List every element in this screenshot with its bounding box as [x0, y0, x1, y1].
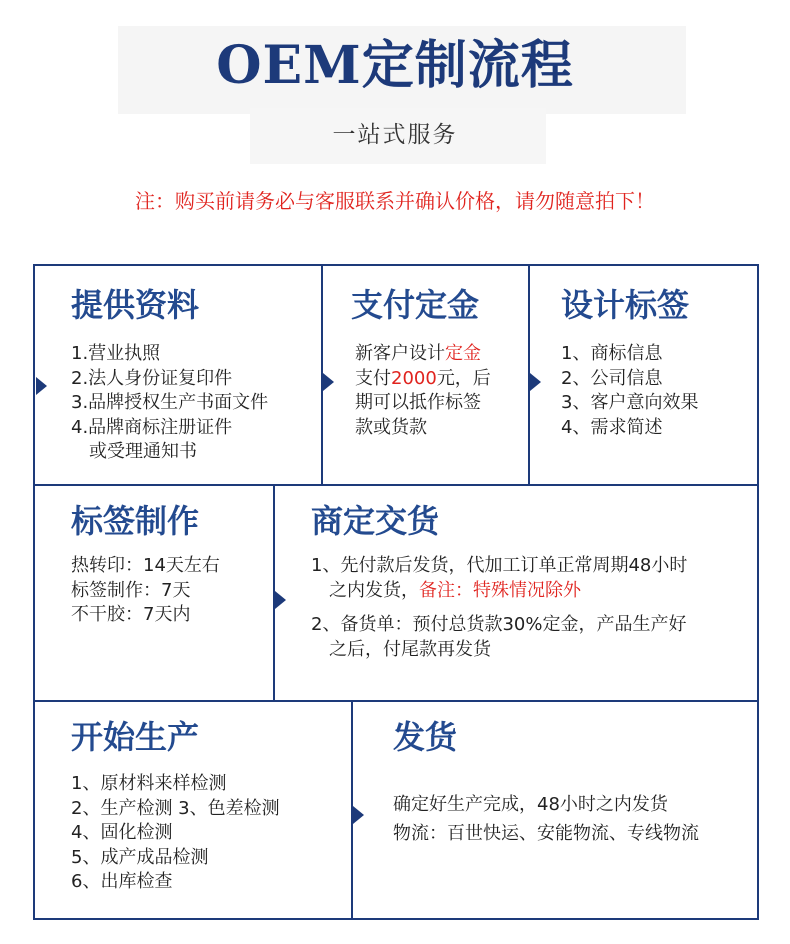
page-subtitle: 一站式服务	[332, 122, 458, 148]
text-line: 支付2000元，后	[355, 367, 491, 389]
list-item-continuation: 之后，付尾款再发货	[329, 638, 491, 660]
page-title: OEM定制流程	[216, 35, 574, 96]
step-label-making	[71, 500, 220, 628]
deposit-amount: 2000	[391, 367, 437, 389]
text-line: 新客户设计定金	[355, 343, 481, 364]
step-provide-materials	[71, 284, 268, 465]
list-item: 热转印：14天左右	[71, 555, 220, 576]
step-title: 标签制作	[71, 502, 200, 540]
list-item: 3.品牌授权生产书面文件	[71, 392, 269, 413]
list-item: 2、生产检测 3、色差检测	[71, 797, 280, 819]
step-pay-deposit	[351, 284, 491, 440]
text-line: 物流：百世快运、安能物流、专线物流	[393, 823, 699, 844]
list-item: 2、备货单：预付总货款30%定金，产品生产好	[311, 614, 687, 635]
arrow-right-icon	[323, 373, 334, 391]
text-line: 款或货款	[355, 416, 427, 438]
step-design-label	[561, 284, 698, 440]
list-item: 4、需求简述	[561, 416, 663, 438]
step-shipping	[393, 716, 699, 848]
list-item: 1、商标信息	[561, 343, 663, 364]
price-notice: 注：购买前请务必与客服联系并确认价格，请勿随意拍下！	[135, 189, 655, 213]
step-agree-delivery	[311, 500, 687, 662]
list-item: 4.品牌商标注册证件	[71, 416, 233, 438]
step-title: 设计标签	[561, 286, 690, 324]
list-item: 4、固化检测	[71, 822, 173, 843]
step-title: 商定交货	[311, 502, 440, 540]
list-item: 2.法人身份证复印件	[71, 367, 233, 389]
list-item: 标签制作：7天	[71, 579, 191, 601]
list-item-continuation: 之内发货，备注：特殊情况除外	[329, 579, 581, 601]
list-item: 1.营业执照	[71, 343, 161, 364]
arrow-right-icon	[353, 806, 364, 824]
list-item: 1、先付款后发货，代加工订单正常周期48小时	[311, 555, 688, 576]
list-item: 不干胶：7天内	[71, 604, 191, 625]
divider	[35, 484, 757, 486]
step-title: 支付定金	[351, 286, 480, 324]
list-item: 5、成产成品检测	[71, 846, 209, 868]
process-grid	[33, 264, 759, 920]
divider	[35, 700, 757, 702]
arrow-right-icon	[275, 591, 286, 609]
text-line: 确定好生产完成，48小时之内发货	[393, 794, 668, 815]
step-title: 提供资料	[71, 286, 200, 324]
step-title: 发货	[393, 718, 458, 756]
list-item: 2、公司信息	[561, 367, 663, 389]
list-item: 1、原材料来样检测	[71, 773, 227, 794]
step-title: 开始生产	[71, 718, 200, 756]
text-line: 期可以抵作标签	[355, 392, 481, 413]
highlight-text: 定金	[445, 343, 481, 364]
remark-text: 备注：特殊情况除外	[419, 579, 581, 601]
list-item: 3、客户意向效果	[561, 392, 699, 413]
list-item: 或受理通知书	[89, 441, 197, 462]
step-start-production	[71, 716, 280, 895]
arrow-right-icon	[530, 373, 541, 391]
arrow-right-icon	[36, 377, 47, 395]
list-item: 6、出库检查	[71, 871, 173, 892]
